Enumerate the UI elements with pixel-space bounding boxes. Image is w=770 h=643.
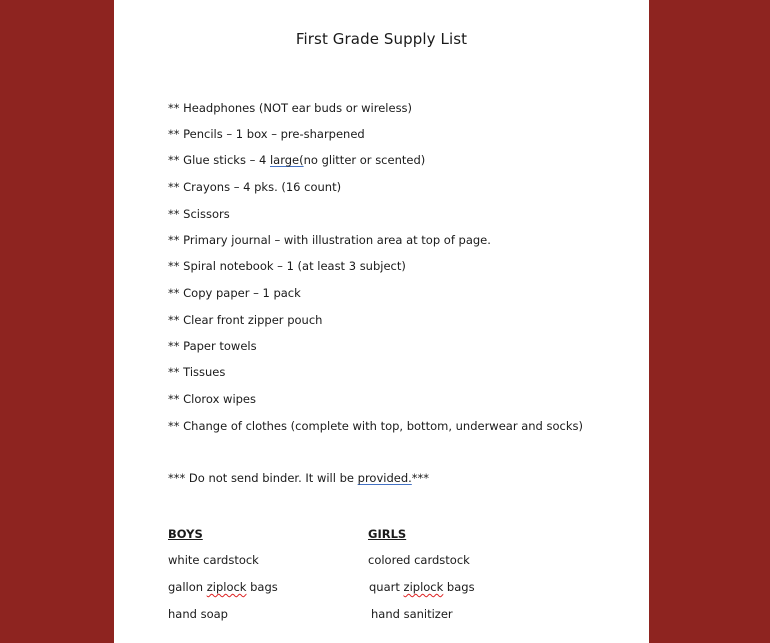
supply-item-change-of-clothes: ** Change of clothes (complete with top, bottom, underwear and socks): [168, 419, 583, 433]
boys-item-bags: [168, 580, 278, 594]
supply-item-headphones: ** Headphones (NOT ear buds or wireless): [168, 101, 413, 115]
binder-note-end: ***: [411, 471, 430, 485]
supply-item-spiral-notebook: ** Spiral notebook – 1 (at least 3 subject): [168, 259, 406, 273]
boys-bags-prefix: gallon: [168, 580, 207, 594]
boys-heading: BOYS: [168, 527, 203, 541]
binder-note-text: *** Do not send binder. It will be: [168, 471, 358, 485]
document-page: [114, 0, 649, 643]
glue-large-text: large(: [269, 153, 304, 167]
supply-item-paper-towels: ** Paper towels: [168, 339, 257, 353]
girls-item-sanitizer: hand sanitizer: [371, 607, 453, 621]
girls-item-bags: [369, 580, 475, 594]
girls-bags-ziplock: ziplock: [403, 580, 444, 594]
boys-item-soap: hand soap: [168, 607, 228, 621]
page-title: First Grade Supply List: [295, 30, 468, 48]
girls-bags-suffix: bags: [443, 580, 475, 594]
glue-sticks-text: ** Glue sticks – 4: [168, 153, 270, 167]
boys-bags-ziplock: ziplock: [206, 580, 247, 594]
supply-item-glue-sticks: [168, 153, 425, 167]
supply-item-tissues: ** Tissues: [168, 365, 226, 379]
binder-note-provided: provided.: [357, 471, 412, 485]
supply-item-primary-journal: ** Primary journal – with illustration area at top of page.: [168, 233, 491, 247]
supply-item-copy-paper: ** Copy paper – 1 pack: [168, 286, 301, 300]
binder-note: [168, 471, 429, 485]
supply-item-clorox-wipes: ** Clorox wipes: [168, 392, 257, 406]
supply-item-crayons: ** Crayons – 4 pks. (16 count): [168, 180, 342, 194]
glue-rest-text: no glitter or scented): [303, 153, 426, 167]
supply-item-pencils: ** Pencils – 1 box – pre-sharpened: [168, 127, 365, 141]
supply-item-zipper-pouch: ** Clear front zipper pouch: [168, 313, 323, 327]
supply-item-scissors: ** Scissors: [168, 207, 230, 221]
girls-heading: GIRLS: [368, 527, 407, 541]
boys-item-cardstock: white cardstock: [168, 553, 259, 567]
boys-bags-suffix: bags: [246, 580, 278, 594]
girls-item-cardstock: colored cardstock: [368, 553, 470, 567]
girls-bags-prefix: quart: [369, 580, 404, 594]
